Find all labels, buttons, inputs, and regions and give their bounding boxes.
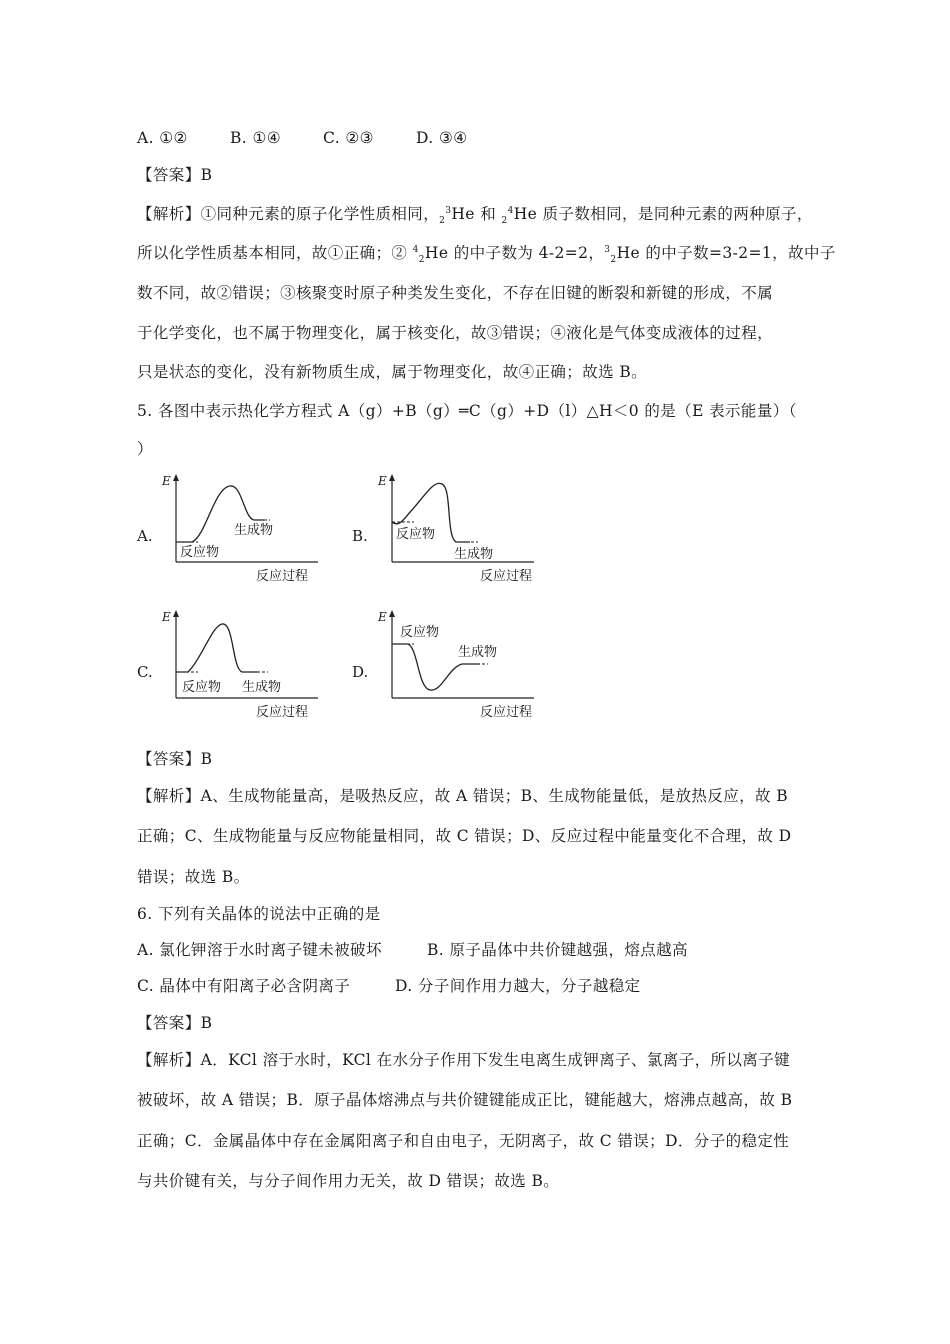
product-label: 生成物: [454, 547, 494, 562]
e-axis-label: E: [378, 474, 387, 488]
product-label: 生成物: [234, 523, 274, 538]
x-axis-label: 反应过程: [256, 705, 309, 720]
product-label: 生成物: [242, 680, 282, 695]
q5-answer: 【答案】B: [137, 750, 213, 768]
reactant-label: 反应物: [396, 527, 436, 542]
product-label: 生成物: [458, 645, 498, 660]
fig-label-c: C.: [137, 663, 153, 681]
reactant-label: 反应物: [182, 680, 222, 695]
q6-option-b: B. 原子晶体中共价键越强，熔点越高: [427, 941, 688, 959]
x-axis-label: 反应过程: [480, 569, 533, 584]
q6-options-row-2: [137, 976, 641, 996]
q6-analysis-line-2: 被破坏，故 A 错误；B．原子晶体熔沸点与共价键键能成正比，键能越大，熔沸点越高，故 B: [137, 1091, 793, 1109]
q4-analysis-line-2: 所以化学性质基本相同，故①正确；② $^4_2$He 的中子数为 4-2=2，$^3_2$He 的中子数=3-2=1，故中子: [137, 244, 836, 266]
q5-analysis-line-2: 正确；C、生成物能量与反应物能量相同，故 C 错误；D、反应过程中能量变化不合理，故 D: [137, 827, 792, 845]
e-axis-label: E: [378, 610, 387, 624]
fig-label-d: D.: [352, 663, 369, 681]
q4-option-a: A. ①②: [137, 129, 188, 147]
q5-stem-cont: ）: [137, 440, 153, 458]
energy-diagram-b: [374, 472, 544, 587]
q5-analysis-line-3: 错误；故选 B。: [137, 868, 250, 886]
reactant-label: 反应物: [180, 545, 220, 560]
e-axis-label: E: [162, 474, 171, 488]
q4-option-b: B. ①④: [230, 129, 282, 147]
q4-analysis-line-3: 数不同，故②错误；③核聚变时原子种类发生变化，不存在旧键的断裂和新键的形成，不属: [137, 284, 774, 302]
fig-label-b: B.: [352, 527, 368, 545]
q6-answer: 【答案】B: [137, 1014, 213, 1032]
q4-analysis-line-5: 只是状态的变化，没有新物质生成，属于物理变化，故④正确；故选 B。: [137, 363, 648, 381]
q6-analysis-line-3: 正确；C．金属晶体中存在金属阳离子和自由电子，无阴离子，故 C 错误；D．分子的稳定性: [137, 1132, 790, 1150]
fig-label-a: A.: [137, 527, 153, 545]
q6-analysis-line-4: 与共价键有关，与分子间作用力无关，故 D 错误；故选 B。: [137, 1172, 560, 1190]
q6-option-c: C. 晶体中有阳离子必含阴离子: [137, 977, 351, 995]
q4-analysis-line-4: 于化学变化，也不属于物理变化，属于核变化，故③错误；④液化是气体变成液体的过程，: [137, 324, 774, 342]
x-axis-label: 反应过程: [480, 705, 533, 720]
q4-option-c: C. ②③: [323, 129, 374, 147]
q4-option-d: D. ③④: [416, 129, 468, 147]
q4-answer: 【答案】B: [137, 166, 213, 184]
e-axis-label: E: [162, 610, 171, 624]
q6-analysis-line-1: 【解析】A．KCl 溶于水时，KCl 在水分子作用下发生电离生成钾离子、氯离子，所以离子键: [137, 1051, 791, 1069]
q6-options-row-1: [137, 940, 688, 960]
q4-options: [137, 128, 468, 148]
energy-diagram-d: [374, 608, 544, 723]
q6-option-a: A. 氯化钾溶于水时离子键未被破坏: [137, 941, 382, 959]
q6-stem: 6. 下列有关晶体的说法中正确的是: [137, 905, 381, 923]
energy-diagram-c: [158, 608, 328, 723]
q5-stem: 5. 各图中表示热化学方程式 A（g）+B（g）═C（g）+D（l）△H＜0 的是（E 表示能量）（: [137, 402, 797, 420]
energy-diagram-a: [158, 472, 328, 587]
reactant-label: 反应物: [400, 625, 440, 640]
q6-option-d: D. 分子间作用力越大，分子越稳定: [395, 977, 641, 995]
q4-analysis-line-1: 【解析】①同种元素的原子化学性质相同，$_2^3$He 和 $_2^4$He 质子数相同，是同种元素的两种原子，: [137, 205, 813, 227]
q5-analysis-line-1: 【解析】A、生成物能量高，是吸热反应，故 A 错误；B、生成物能量低，是放热反应，故 B: [137, 787, 789, 805]
x-axis-label: 反应过程: [256, 569, 309, 584]
